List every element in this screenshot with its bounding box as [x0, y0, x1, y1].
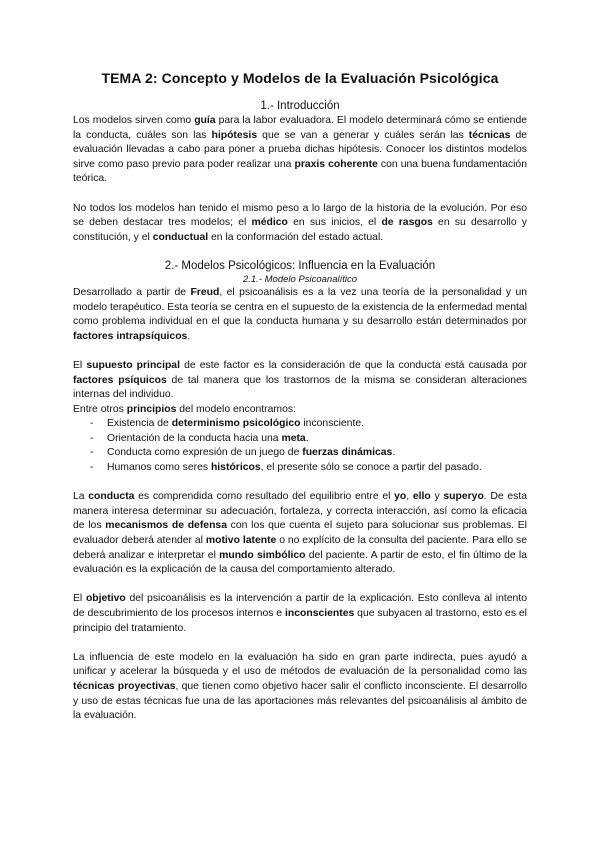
section-heading-introduccion: 1.- Introducción	[260, 100, 340, 112]
subsection-heading-psicoanalitico: 2.1.- Modelo Psicoanalítico	[242, 273, 358, 285]
document-title: TEMA 2: Concepto y Modelos de la Evaluación Psicológica	[101, 70, 499, 86]
list-item: - Humanos como seres históricos, el presente sólo se conoce a partir del pasado.	[90, 462, 482, 474]
paragraph: Entre otros principios del modelo encontramos:	[73, 403, 296, 415]
document-page	[73, 70, 527, 724]
section-heading-modelos: 2.- Modelos Psicológicos: Influencia en la Evaluación	[164, 259, 436, 272]
paragraph: El objetivo del psicoanálisis es la intervención a partir de la explicación. Esto conlleva al intento de descubrimiento de los procesos internos e inconscientes que subyacen al trastorno, esto es el principio del tratamiento.	[73, 593, 527, 634]
principles-list	[73, 417, 527, 475]
paragraph: El supuesto principal de este factor es la consideración de que la conducta está causada por factores psíquicos de tal manera que los trastornos de la misma se consideran alteraciones internas del individuo.	[73, 359, 528, 401]
paragraph: Los modelos sirven como guía para la labor evaluadora. El modelo determinará cómo se entiende la conducta, cuáles son las hipótesis que se van a generar y cuáles serán las técnicas de evaluación llevadas a cabo para poner a prueba dichas hipótesis. Conocer los distintos modelos sirve como paso previo para poder realizar una praxis coherente con una buena fundamentación teórica.	[73, 115, 528, 185]
list-item: - Orientación de la conducta hacia una meta.	[90, 432, 309, 444]
paragraph: No todos los modelos han tenido el mismo peso a lo largo de la historia de la evolución. Por eso se deben destacar tres modelos; el médico en sus inicios, el de rasgos en su desarrollo y constitución, y el conductual en la conformación del estado actual.	[73, 202, 527, 243]
paragraph: Desarrollado a partir de Freud, el psicoanálisis es a la vez una teoría de la personalidad y un modelo terapéutico. Esta teoría se centra en el supuesto de la existencia de la enfermedad mental como problema individual en el que la conducta humana y su desarrollo están determinados por factores intrapsíquicos.	[73, 286, 527, 342]
paragraph: La influencia de este modelo en la evaluación ha sido en gran parte indirecta, pues ayudó a unificar y acelerar la búsqueda y el uso de métodos de evaluación de la personalidad como las técnicas proyectivas, que tienen como objetivo hacer salir el conflicto inconsciente. El desarrollo y uso de estas técnicas fue una de las aportaciones más relevantes del psicoanálisis al ámbito de la evaluación.	[73, 651, 527, 722]
paragraph: La conducta es comprendida como resultado del equilibrio entre el yo, ello y superyo. De esta manera interesa determinar su adecuación, fortaleza, y correcta interacción, así como la eficacia de los mecanismos de defensa con los que cuenta el sujeto para solucionar sus problemas. El evaluador deberá atender al motivo latente o no explícito de la consulta del paciente. Para ello se deberá analizar e interpretar el mundo simbólico del paciente. A partir de esto, el fin último de la evaluación es la explicación de la causa del comportamiento alterado.	[73, 491, 528, 576]
list-item: - Existencia de determinismo psicológico inconsciente.	[90, 418, 365, 430]
list-item: - Conducta como expresión de un juego de fuerzas dinámicas.	[90, 447, 396, 459]
